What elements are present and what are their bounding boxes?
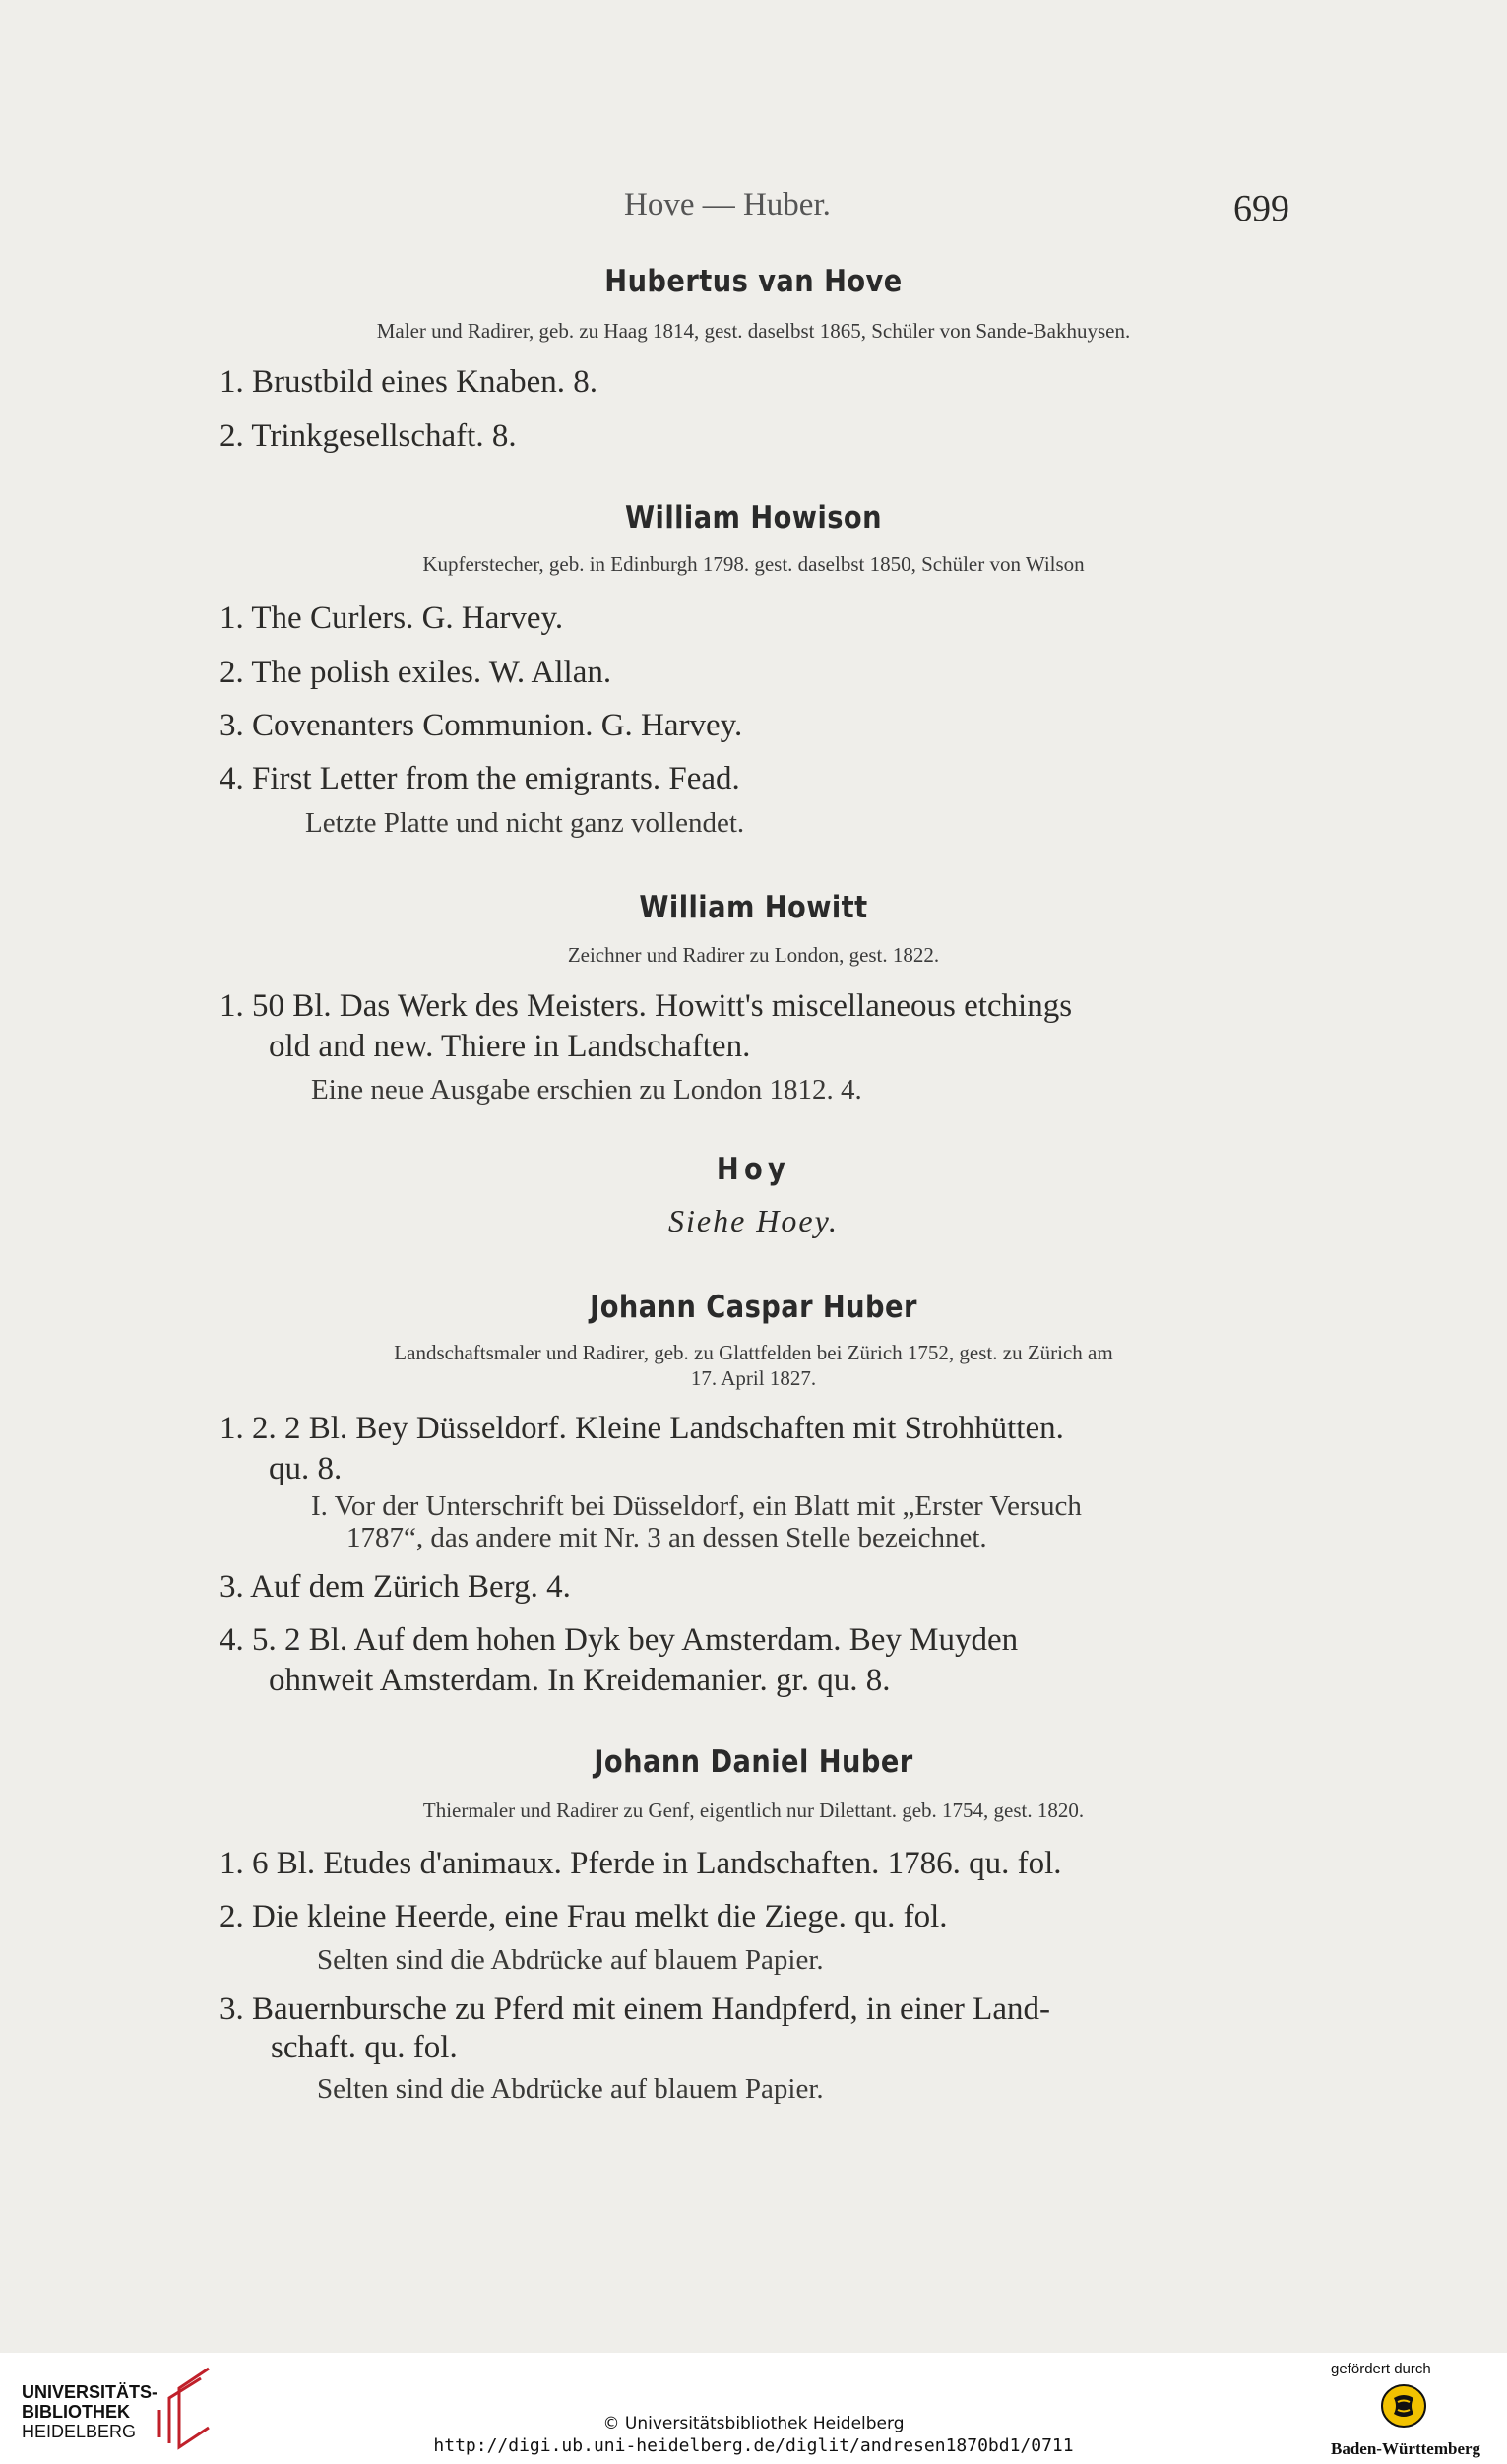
- funded-by-label: gefördert durch: [1331, 2361, 1431, 2377]
- copyright-line: © Universitätsbibliothek Heidelberg: [602, 2414, 905, 2433]
- catalog-entry: 2. The polish exiles. W. Allan.: [220, 655, 612, 690]
- catalog-note: Selten sind die Abdrücke auf blauem Papier.: [317, 1944, 824, 1976]
- catalog-note: Selten sind die Abdrücke auf blauem Papier.: [317, 2073, 824, 2105]
- artist-bio-continued: 17. April 1827.: [690, 1366, 817, 1390]
- artist-bio: Thiermaler und Radirer zu Genf, eigentlich nur Dilettant. geb. 1754, gest. 1820.: [422, 1799, 1085, 1822]
- artist-name: William Howison: [625, 500, 882, 536]
- catalog-entry-continued: ohnweit Amsterdam. In Kreidemanier. gr. qu. 8.: [269, 1663, 891, 1698]
- artist-bio: Zeichner und Radirer zu London, gest. 1822.: [567, 943, 940, 967]
- cross-reference: Siehe Hoey.: [667, 1203, 840, 1238]
- catalog-entry: 1. Brustbild eines Knaben. 8.: [220, 364, 598, 400]
- artist-bio: Maler und Radirer, geb. zu Haag 1814, gest. daselbst 1865, Schüler von Sande-Bakhuysen.: [376, 319, 1131, 343]
- catalog-entry: 1. 50 Bl. Das Werk des Meisters. Howitt's miscellaneous etchings: [220, 988, 1073, 1024]
- catalog-entry: 1. 2. 2 Bl. Bey Düsseldorf. Kleine Landschaften mit Strohhütten.: [220, 1411, 1064, 1446]
- catalog-entry: 4. 5. 2 Bl. Auf dem hohen Dyk bey Amsterdam. Bey Muyden: [220, 1622, 1019, 1658]
- catalog-entry: 3. Auf dem Zürich Berg. 4.: [220, 1569, 571, 1605]
- catalog-entry-continued: qu. 8.: [269, 1451, 343, 1486]
- artist-name: Johann Daniel Huber: [594, 1744, 913, 1780]
- artist-bio: Landschaftsmaler und Radirer, geb. zu Glattfelden bei Zürich 1752, gest. zu Zürich am: [394, 1341, 1113, 1364]
- page-number: 699: [1233, 188, 1289, 229]
- permalink[interactable]: http://digi.ub.uni-heidelberg.de/diglit/andresen1870bd1/0711: [433, 2435, 1074, 2456]
- artist-name: Johann Caspar Huber: [590, 1290, 917, 1325]
- catalog-entry: 3. Covenanters Communion. G. Harvey.: [220, 708, 743, 743]
- artist-name: Hoy: [716, 1152, 791, 1187]
- catalog-entry-continued: schaft. qu. fol.: [271, 2030, 458, 2065]
- artist-name: William Howitt: [639, 890, 868, 925]
- catalog-note: Eine neue Ausgabe erschien zu London 1812. 4.: [311, 1074, 862, 1106]
- state-coat-of-arms-icon: [1380, 2382, 1427, 2430]
- artist-bio: Kupferstecher, geb. in Edinburgh 1798. gest. daselbst 1850, Schüler von Wilson: [422, 552, 1085, 576]
- catalog-entry: 1. The Curlers. G. Harvey.: [220, 600, 564, 636]
- catalog-note-continued: 1787“, das andere mit Nr. 3 an dessen Stelle bezeichnet.: [346, 1522, 987, 1553]
- catalog-note: I. Vor der Unterschrift bei Düsseldorf, ein Blatt mit „Erster Versuch: [311, 1490, 1082, 1522]
- catalog-entry-continued: old and new. Thiere in Landschaften.: [269, 1029, 751, 1064]
- catalog-entry: 1. 6 Bl. Etudes d'animaux. Pferde in Landschaften. 1786. qu. fol.: [220, 1846, 1062, 1881]
- artist-name: Hubertus van Hove: [604, 264, 903, 299]
- catalog-note: Letzte Platte und nicht ganz vollendet.: [305, 807, 745, 839]
- library-line: UNIVERSITÄTS-: [22, 2382, 158, 2402]
- catalog-entry: 3. Bauernbursche zu Pferd mit einem Handpferd, in einer Land-: [220, 1991, 1050, 2027]
- running-header: Hove — Huber.: [624, 187, 831, 222]
- catalog-entry: 4. First Letter from the emigrants. Fead.: [220, 761, 740, 796]
- library-line: HEIDELBERG: [22, 2422, 137, 2441]
- sponsor-name: Baden-Württemberg: [1331, 2439, 1481, 2458]
- catalog-entry: 2. Trinkgesellschaft. 8.: [220, 418, 517, 454]
- library-line: BIBLIOTHEK: [22, 2402, 130, 2422]
- catalog-entry: 2. Die kleine Heerde, eine Frau melkt die Ziege. qu. fol.: [220, 1899, 948, 1934]
